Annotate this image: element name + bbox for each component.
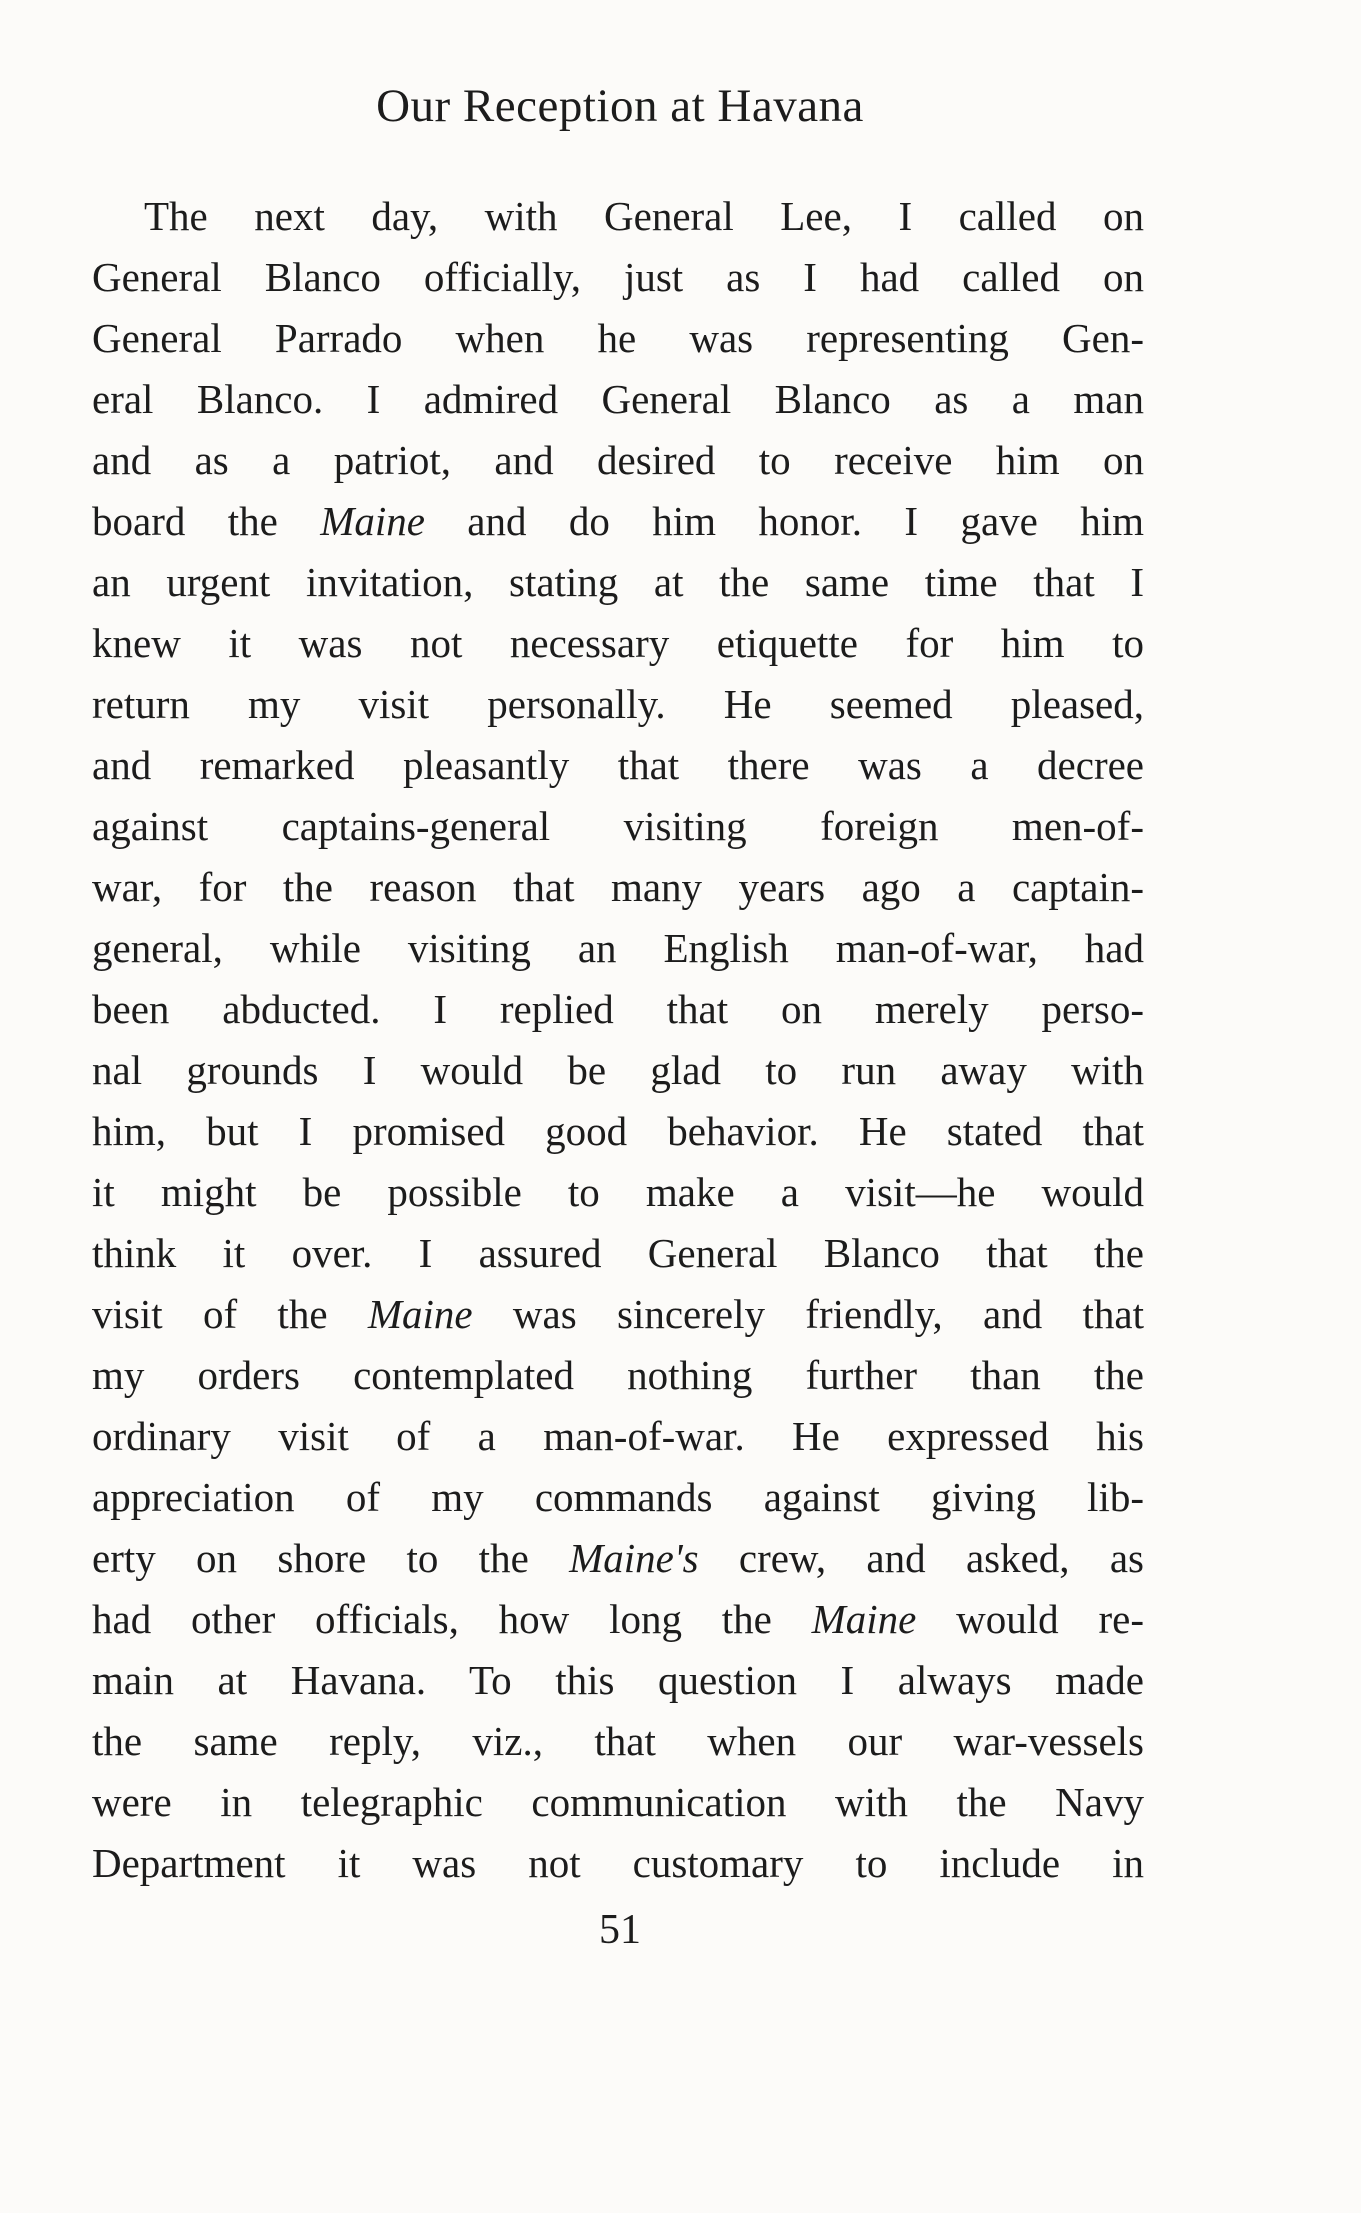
- text-segment: return my visit personally. He seemed pleased,: [92, 681, 1144, 727]
- text-segment: and remarked pleasantly that there was a decree: [92, 742, 1144, 788]
- text-line: [92, 186, 1144, 247]
- text-segment: board the: [92, 498, 321, 544]
- text-line: [92, 796, 1144, 857]
- text-segment: an urgent invitation, stating at the same time that I: [92, 559, 1144, 605]
- text-segment: eral Blanco. I admired General Blanco as a man: [92, 376, 1144, 422]
- text-line: [92, 1223, 1144, 1284]
- body-text: [92, 186, 1144, 1894]
- italic-ship-name: Maine's: [569, 1535, 699, 1581]
- text-line: [92, 1772, 1144, 1833]
- text-segment: General Blanco officially, just as I had called on: [92, 254, 1144, 300]
- text-line: [92, 247, 1144, 308]
- text-segment: and do him honor. I gave him: [424, 498, 1144, 544]
- text-segment: had other officials, how long the: [92, 1596, 812, 1642]
- text-segment: it might be possible to make a visit—he would: [92, 1169, 1144, 1215]
- running-head: Our Reception at Havana: [376, 80, 864, 132]
- text-line: [92, 1589, 1144, 1650]
- text-segment: visit of the: [92, 1291, 368, 1337]
- text-line: [92, 308, 1144, 369]
- text-line: [92, 1406, 1144, 1467]
- text-line: [92, 613, 1144, 674]
- text-segment: The next day, with General Lee, I called on: [144, 193, 1144, 239]
- text-segment: nal grounds I would be glad to run away with: [92, 1047, 1144, 1093]
- text-line: [92, 1040, 1144, 1101]
- italic-ship-name: Maine: [811, 1596, 917, 1642]
- text-line: [92, 430, 1144, 491]
- page-number: 51: [599, 1907, 641, 1953]
- text-segment: war, for the reason that many years ago a captain-: [92, 864, 1144, 910]
- text-segment: against captains-general visiting foreign men-of-: [92, 803, 1144, 849]
- text-segment: crew, and asked, as: [698, 1535, 1145, 1581]
- text-segment: the same reply, viz., that when our war-vessels: [92, 1718, 1144, 1764]
- text-line: [92, 552, 1144, 613]
- text-segment: him, but I promised good behavior. He stated that: [92, 1108, 1144, 1154]
- text-segment: General Parrado when he was representing Gen-: [92, 315, 1144, 361]
- text-segment: ordinary visit of a man-of-war. He expressed his: [92, 1413, 1144, 1459]
- text-segment: and as a patriot, and desired to receive him on: [92, 437, 1144, 483]
- text-segment: my orders contemplated nothing further than the: [92, 1352, 1144, 1398]
- text-line: [92, 1650, 1144, 1711]
- text-line: [92, 1284, 1144, 1345]
- text-line: [92, 1101, 1144, 1162]
- text-line: [92, 1528, 1144, 1589]
- text-line: [92, 735, 1144, 796]
- text-segment: Department it was not customary to include in: [92, 1840, 1144, 1886]
- text-line: [92, 979, 1144, 1040]
- text-line: [92, 1467, 1144, 1528]
- text-segment: appreciation of my commands against giving lib-: [92, 1474, 1144, 1520]
- italic-ship-name: Maine: [367, 1291, 473, 1337]
- text-segment: were in telegraphic communication with the Navy: [92, 1779, 1144, 1825]
- text-line: [92, 674, 1144, 735]
- text-segment: been abducted. I replied that on merely perso-: [92, 986, 1144, 1032]
- text-segment: main at Havana. To this question I always made: [92, 1657, 1144, 1703]
- text-segment: was sincerely friendly, and that: [472, 1291, 1144, 1337]
- text-line: [92, 1345, 1144, 1406]
- text-segment: would re-: [916, 1596, 1144, 1642]
- text-segment: knew it was not necessary etiquette for him to: [92, 620, 1144, 666]
- text-line: [92, 1833, 1144, 1894]
- text-line: [92, 1162, 1144, 1223]
- text-segment: general, while visiting an English man-of-war, had: [92, 925, 1144, 971]
- text-line: [92, 491, 1144, 552]
- italic-ship-name: Maine: [320, 498, 425, 544]
- text-segment: think it over. I assured General Blanco that the: [92, 1230, 1144, 1276]
- text-line: [92, 918, 1144, 979]
- text-segment: erty on shore to the: [92, 1535, 570, 1581]
- text-line: [92, 369, 1144, 430]
- text-line: [92, 1711, 1144, 1772]
- text-line: [92, 857, 1144, 918]
